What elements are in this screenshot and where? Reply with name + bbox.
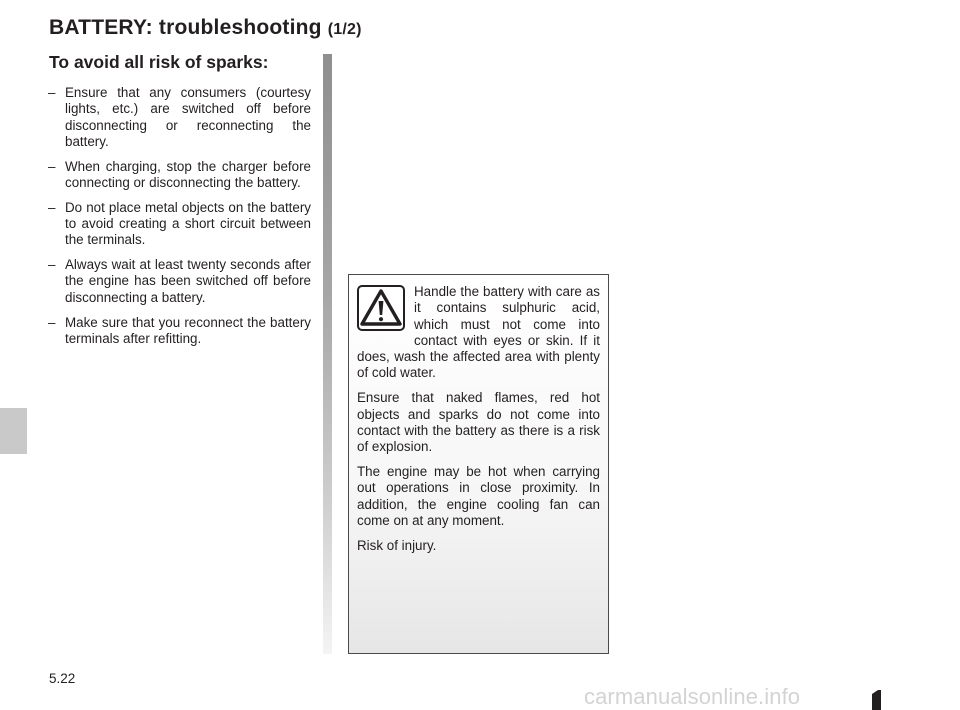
warning-triangle-icon [357,285,405,331]
list-dash: – [48,314,56,330]
list-item [48,257,311,306]
warning-paragraph: Risk of injury. [357,537,437,553]
page-part-indicator: (1/2) [327,21,362,38]
column-divider-bar [323,54,332,654]
warning-box [348,274,609,654]
list-item [48,159,311,192]
precaution-list [48,85,311,356]
corner-crop-mark [872,690,881,710]
list-item-text: When charging, stop the charger before connecting or disconnecting the battery. [65,158,311,190]
list-item-text: Ensure that any consumers (courtesy lights, etc.) are switched off before disconnecting or reconnecting the battery. [65,85,311,149]
list-dash: – [48,257,56,273]
list-item-text: Do not place metal objects on the battery to avoid creating a short circuit between the terminals. [65,199,311,248]
warning-paragraph: Handle the battery with care as it contains sulphuric acid, which must not come into contact with eyes or skin. If it does, wash the affected area with plenty of cold water. [357,284,600,381]
section-heading: To avoid all risk of sparks: [49,52,269,72]
chapter-side-tab [0,408,27,454]
page-number: 5.22 [49,671,76,686]
list-item [48,200,311,249]
list-item-text: Always wait at least twenty seconds after the engine has been switched off before disconnecting a battery. [65,257,311,305]
watermark-text: carmanualsonline.info [584,684,801,709]
list-item [48,315,311,348]
page-title-text: BATTERY: troubleshooting [49,16,322,39]
list-dash: – [48,85,56,100]
warning-paragraph: Ensure that naked flames, red hot objects and sparks do not come into contact with the battery as there is a risk of explosion. [357,390,600,455]
list-dash: – [48,199,56,215]
list-item-text: Make sure that you reconnect the battery terminals after refitting. [65,314,311,346]
warning-paragraph: The engine may be hot when carrying out operations in close proximity. In addition, the engine cooling fan can come on at any moment. [357,463,600,528]
list-dash: – [48,158,56,174]
page-title [49,16,362,40]
list-item [48,85,311,150]
